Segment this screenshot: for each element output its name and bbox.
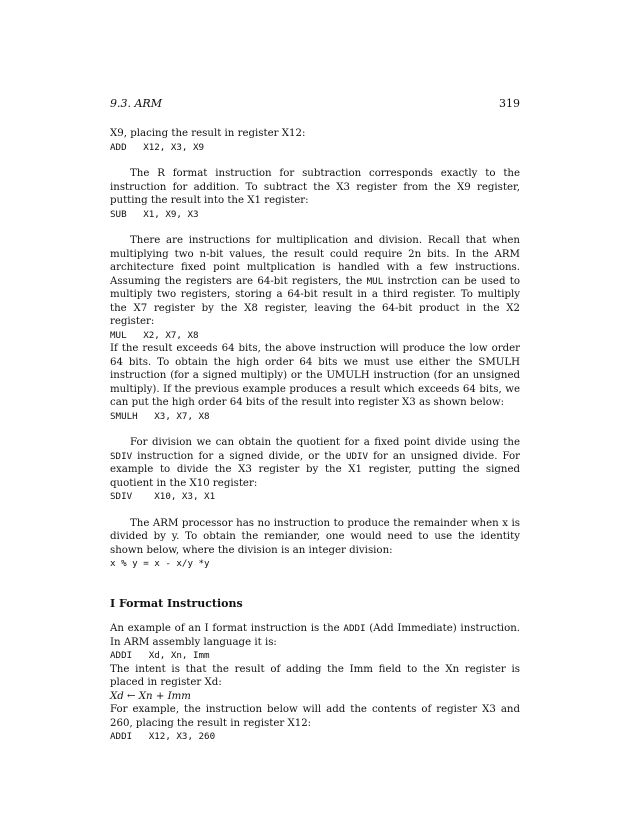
paragraph: The R format instruction for subtraction corresponds exactly to the instruction for addition. To subtract the X3 register from the X9 register, putting the result into the X1 register: (110, 168, 520, 206)
section-heading: 9.3. ARM (110, 97, 162, 110)
paragraph: The ARM processor has no instruction to produce the remainder when x is divided by y. To obtain the remiander, one would need to use the identity shown below, where the division is an integer division: (110, 517, 520, 556)
inline-code: UDIV (345, 450, 369, 462)
running-header (110, 97, 520, 111)
page-body (110, 127, 520, 744)
code-line: SMULH X3, X7, X8 (110, 410, 210, 422)
inline-code: SDIV (110, 450, 133, 462)
code-line: ADDI Xd, Xn, Imm (110, 650, 210, 661)
section-title: I Format Instructions (110, 596, 243, 610)
code-line: x % y = x - x/y *y (110, 558, 210, 569)
code-line: SUB X1, X9, X3 (110, 208, 199, 220)
paragraph (110, 436, 520, 490)
text-run: instruction for a signed divide, or the (132, 450, 346, 462)
text-run: An example of an I format instruction is the (110, 623, 344, 634)
code-line: ADDI X12, X3, 260 (110, 731, 216, 742)
text-run: instrction can be used to multiply two registers, storing a 64-bit result in a third register. To multiply the X7 register by the X8 register, leaving the 64-bit product in the X2 register: (110, 275, 521, 327)
text-run: There are instructions for multiplication and division. Recall that when multiplying two n-bit values, the result could require 2n bits. In the ARM architecture fixed point multplication is handled with a few instructions. Assuming the registers are 64-bit registers, the (110, 235, 520, 287)
text-run: for an unsigned divide. For example to divide the X3 register by the X1 register, putting the signed quotient in the X10 register: (110, 450, 520, 489)
paragraph: For example, the instruction below will add the contents of register X3 and 260, placing the result in register X12: (110, 704, 520, 729)
paragraph (110, 622, 520, 649)
inline-code: MUL (366, 275, 384, 287)
code-line: MUL X2, X7, X8 (110, 329, 199, 341)
text-run: (Add Immediate) instruction. In ARM assembly language it is: (110, 623, 520, 648)
paragraph: X9, placing the result in register X12: (110, 128, 306, 139)
paragraph: The intent is that the result of adding the Imm field to the Xn register is placed in register Xd: (110, 663, 520, 688)
code-line: SDIV X10, X3, X1 (110, 491, 216, 502)
paragraph: If the result exceeds 64 bits, the above instruction will produce the low order 64 bits. To obtain the high order 64 bits we must use either the SMULH instruction (for a signed multiply) or the UMULH instruction (for an unsigned multiply). If the previous example produces a result which exceeds 64 bits, we can put the high order 64 bits of the result into register X3 as shown below: (110, 343, 520, 408)
page-number: 319 (499, 97, 520, 110)
code-line: ADD X12, X3, X9 (110, 141, 205, 153)
text-run: For division we can obtain the quotient for a fixed point divide using the (130, 437, 520, 448)
inline-code: ADDI (343, 623, 366, 634)
paragraph (110, 234, 520, 329)
math-expression: Xd ← Xn + Imm (110, 690, 191, 702)
